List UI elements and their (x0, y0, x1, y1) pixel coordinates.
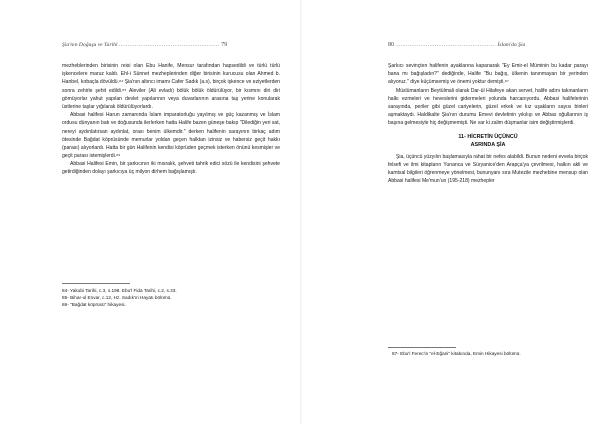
footnote-86: 86- "Bağdat köprüsü" hikayesi. (62, 302, 126, 308)
footnote-85: 85- Bihar-ul Envar, c.12, Hz. Sadık'ın Hayatı bölümü. (62, 295, 172, 301)
left-footnotes (62, 287, 280, 309)
page-gutter (300, 0, 302, 424)
left-header-dots: ........................................................ (118, 42, 220, 48)
left-paragraph-3: Abbasi Halifesi Emin, bir şarkıcının iki mısralık, şehveti tahrik edici sözü ile kendisini şehvete getirdiğinden dolayı şarkıcıya üç milyon dirhem bağışlamıştı. (62, 161, 280, 176)
right-page (388, 0, 600, 424)
left-page-header (62, 40, 280, 50)
section-heading (388, 133, 588, 149)
right-page-header (388, 40, 588, 50)
left-paragraph-2: Abbasi halifesi Harun zamanında İslam imparatorluğu yayılmış ve güç kazanmış ve İslam ordusu dünyanın batı ve doğusunda ilerlerken hatta Halife bazen güneşe bakıp "Dilediğin yeri sat, nereyi aydınlatırsan aydınlat, orası benim ülkemdir." derken halifenin sarayının birkaç adım ötesinde Bağdat köprüsünde memurlar yoldan geçen halktan izinsiz ve habersiz geçit hakkı (parası) alıyorlardı. Hatta bir gün Halifenin kendisi köprüden geçmek isterken önünü kesmişler ve geçit parası istemişlerdi.⁸⁶ (62, 112, 280, 160)
right-page-number: 80 (388, 42, 394, 48)
left-header-title: Şia'nın Doğuşu ve Tarihi (62, 42, 118, 48)
footnote-84: 84- Yakubi Tarihi, c.3, s.198. Ebu'l Fida Tarihi, c.2, s.33. (62, 288, 177, 293)
left-page (62, 0, 280, 424)
left-body-text (62, 62, 280, 177)
section-heading-line-1: 11- HİCRETİN ÜÇÜNCÜ (458, 133, 518, 140)
left-footnote-separator (62, 283, 130, 284)
left-paragraph-1: mezheblerinden birisinin reisi olan Ebu Hanife, Mensur tarafından hapsedildi ve türlü türlü işkencelere maruz kaldı. Ehl-i Sünnet mezheplerinden diğer birisinin kurucusu olan Ahmed b. Hanbel, kırbaçla dövüldü.⁸⁴ Şia'nın altıncı imamı Cafer Sadık (a.s), birçok işkence ve eziyetlerden sonra zehirle şehit edildi.⁸⁵ Aleviler (Ali evladı) bölük bölük öldürülüyor, bir kısmını diri diri gömüyorlar yahut yapılan devlet yapılarının veya duvarlarının arasına taş yerine konularak üstlerine taşlar yığılarak öldürülüyorlardı. (62, 63, 280, 110)
right-header-title: İslam'da Şia (497, 42, 526, 48)
right-paragraph-2: Müslümanların Beytülmali olarak Dar-ül Hilafeye akan servet, halife adını takınanların halkı ezmeleri ve heveslerini gidermeleri yolunda harcanıyordu. Abbasi halifelerinin sarayında, periler gibi güzel cariyelerin, güzel erkek ve kız uşakların sayısı binleri aşmaktaydı. Haldikalte Şia'nın durumu Emevi devletinin yıkılışı ve Abbas oğullarının iş başına gelmesiyle hiç değişmemişti. Ne var ki zalim düşmanlar isim değiştirmişlerdi. (388, 87, 588, 127)
right-body-text (388, 62, 588, 186)
left-page-number: 79 (221, 42, 228, 48)
section-heading-line-2: ASRINDA ŞİA (470, 141, 506, 148)
right-paragraph-1: Şarkıcı sevinçten halifenin ayaklarına kapanarak "Ey Emir-el Müminin bu kadar parayı bana mı bağışladın?" dediğinde, Halife "Bu bağış, ülkenin tanınmayan bir yerinden alıyoruz." diye küçümsemiş ve önemi yoktur demişti.⁸⁷ (388, 63, 588, 86)
right-header-dots: ........................................................ (395, 42, 497, 48)
right-footnote-separator (388, 347, 456, 348)
right-paragraph-3: Şia, üçüncü yüzyılın başlamasıyla rahat bir nefes alabildi. Bunun nedeni evvela birçok felsefi ve ilmi kitapların Yunanca ve Süryanice'den Arapça'ya çevrilmesi, halkın akli ve kamtsal bilgileri öğrenmeye yönelmesi, bununyanı sıra Mutezile mezhebine mensup olan Abbasi halifesi Me'mun'un (195-218) mezhepler (388, 153, 588, 185)
footnote-87: 87- Ebu'l Ferec'in "el-Eğani" kitabında, Emin Hikayesi bölümü. (392, 351, 521, 356)
right-footnotes (388, 350, 588, 357)
